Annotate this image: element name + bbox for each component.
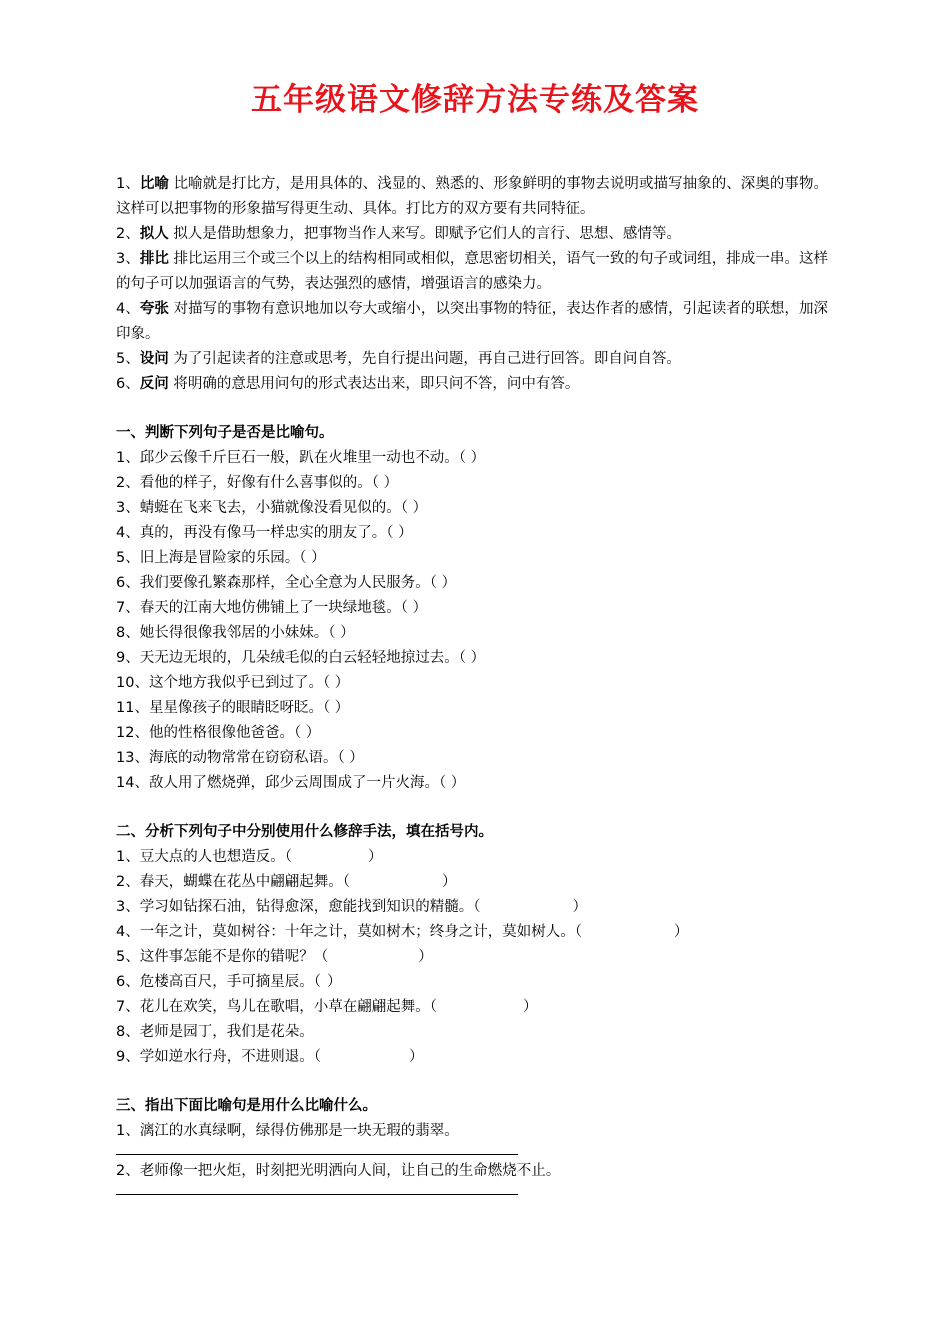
definition-text: 拟人是借助想象力，把事物当作人来写。即赋予它们人的言行、思想、感情等。: [168, 226, 681, 242]
question-item: 5、旧上海是冒险家的乐园。（ ）: [116, 550, 326, 566]
section-3-title: 三、指出下面比喻句是用什么比喻什么。: [116, 1098, 377, 1114]
section-1: [116, 421, 828, 796]
definition-term: 夸张: [139, 301, 169, 317]
definition-number: 5、: [116, 351, 140, 367]
section-2: [116, 820, 828, 1070]
question-item: 7、花儿在欢笑，鸟儿在歌唱，小草在翩翩起舞。（ ）: [116, 999, 538, 1015]
definition-item: [116, 247, 828, 297]
question-item: 4、真的，再没有像马一样忠实的朋友了。（ ）: [116, 525, 413, 541]
definition-term: 设问: [139, 351, 169, 367]
question-item: 3、学习如钻探石油，钻得愈深，愈能找到知识的精髓。（ ）: [116, 899, 587, 915]
definition-text: 排比运用三个或三个以上的结构相同或相似，意思密切相关，语气一致的句子或词组，排成一串。这样的句子可以加强语言的气势，表达强烈的感情，增强语言的感染力。: [116, 251, 829, 292]
question-item: 8、她长得很像我邻居的小妹妹。（ ）: [116, 625, 355, 641]
document-body: [116, 172, 828, 1199]
question-item: 6、我们要像孔繁森那样，全心全意为人民服务。（ ）: [116, 575, 457, 591]
question-item: 5、这件事怎能不是你的错呢？（ ）: [116, 949, 433, 965]
question-item: 8、老师是园丁，我们是花朵。: [116, 1024, 314, 1040]
definition-text: 将明确的意思用问句的形式表达出来，即只问不答，问中有答。: [168, 376, 580, 392]
section-3: [116, 1094, 828, 1195]
definition-item: [116, 297, 828, 347]
definition-item: [116, 347, 828, 372]
question-item: 1、豆大点的人也想造反。（ ）: [116, 849, 383, 865]
definition-number: 1、: [116, 176, 140, 192]
definition-term: 排比: [139, 251, 169, 267]
definition-number: 4、: [116, 301, 140, 317]
question-item: 2、看他的样子，好像有什么喜事似的。（ ）: [116, 475, 399, 491]
definition-number: 3、: [116, 251, 140, 267]
question-item: 4、一年之计，莫如树谷：十年之计，莫如树木；终身之计，莫如树人。（ ）: [116, 924, 689, 940]
definition-term: 反问: [139, 376, 169, 392]
question-item: 10、这个地方我似乎已到过了。（ ）: [116, 675, 350, 691]
definitions-list: [116, 172, 828, 397]
answer-line[interactable]: [116, 1144, 518, 1155]
section-1-title: 一、判断下列句子是否是比喻句。: [116, 425, 334, 441]
question-item: 13、海底的动物常常在窃窃私语。（ ）: [116, 750, 364, 766]
question-item: 1、邱少云像千斤巨石一般，趴在火堆里一动也不动。（ ）: [116, 450, 486, 466]
question-item: 14、敌人用了燃烧弹，邱少云周围成了一片火海。（ ）: [116, 775, 466, 791]
question-item: 2、老师像一把火炬，时刻把光明洒向人间，让自己的生命燃烧不止。: [116, 1163, 561, 1179]
definition-item: [116, 172, 828, 222]
definition-number: 6、: [116, 376, 140, 392]
definition-item: [116, 372, 828, 397]
question-item: 6、危楼高百尺，手可摘星辰。（ ）: [116, 974, 342, 990]
definition-number: 2、: [116, 226, 140, 242]
question-item: 12、他的性格很像他爸爸。（ ）: [116, 725, 321, 741]
question-item: 11、星星像孩子的眼睛眨呀眨。（ ）: [116, 700, 350, 716]
definition-term: 比喻: [139, 176, 169, 192]
definition-term: 拟人: [139, 226, 169, 242]
question-item: 9、天无边无垠的，几朵绒毛似的白云轻轻地掠过去。（ ）: [116, 650, 486, 666]
definition-text: 比喻就是打比方，是用具体的、浅显的、熟悉的、形象鲜明的事物去说明或描写抽象的、深奥的事物。这样可以把事物的形象描写得更生动、具体。打比方的双方要有共同特征。: [116, 176, 829, 217]
answer-line[interactable]: [116, 1184, 518, 1195]
question-item: 9、学如逆水行舟，不进则退。（ ）: [116, 1049, 424, 1065]
definition-text: 对描写的事物有意识地加以夸大或缩小，以突出事物的特征，表达作者的感情，引起读者的联想，加深印象。: [116, 301, 829, 342]
question-item: 7、春天的江南大地仿佛铺上了一块绿地毯。（ ）: [116, 600, 428, 616]
question-item: 3、蜻蜓在飞来飞去，小猫就像没看见似的。（ ）: [116, 500, 428, 516]
definition-text: 为了引起读者的注意或思考，先自行提出问题，再自己进行回答。即自问自答。: [168, 351, 681, 367]
definition-item: [116, 222, 828, 247]
question-item: 2、春天，蝴蝶在花丛中翩翩起舞。（ ）: [116, 874, 457, 890]
section-2-title: 二、分析下列句子中分别使用什么修辞手法，填在括号内。: [116, 824, 493, 840]
question-item: 1、漓江的水真绿啊，绿得仿佛那是一块无瑕的翡翠。: [116, 1123, 459, 1139]
document-title: 五年级语文修辞方法专练及答案: [251, 82, 699, 118]
